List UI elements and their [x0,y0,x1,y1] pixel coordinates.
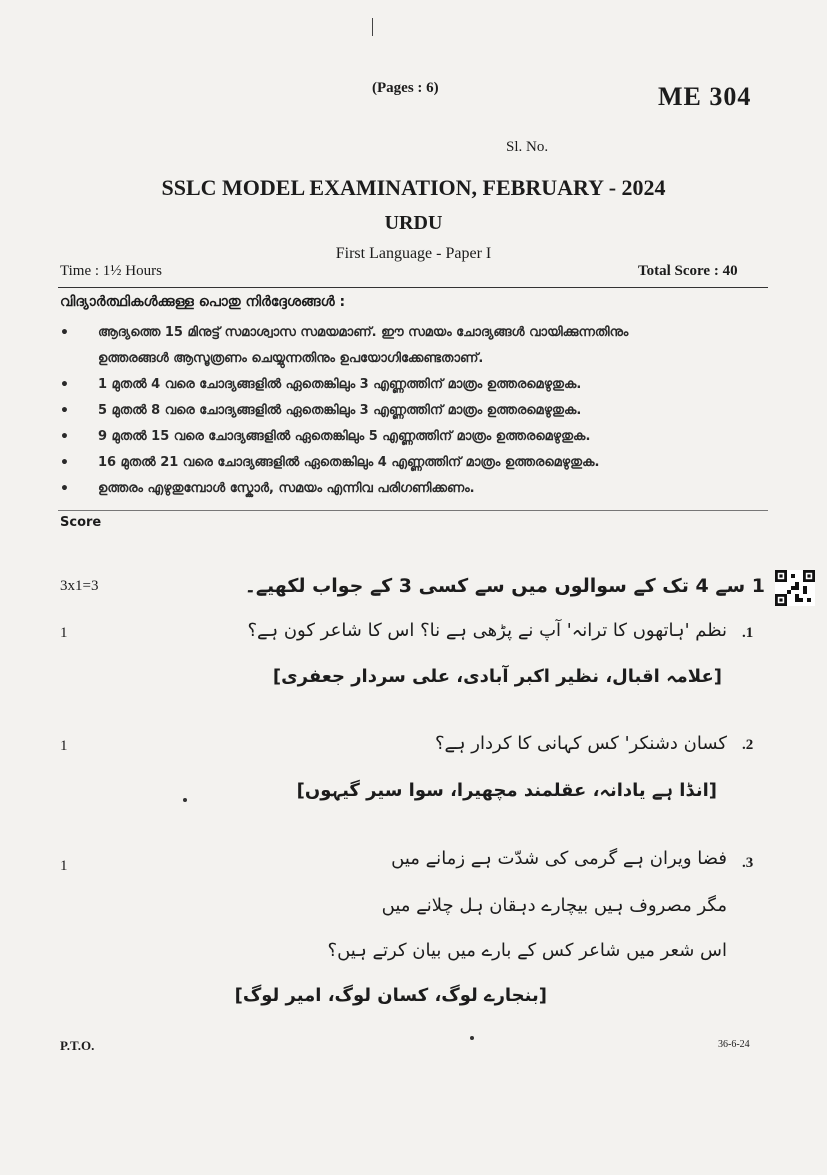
instruction-item: • 16 മുതൽ 21 വരെ ചോദ്യങ്ങളിൽ ഏതെങ്കിലും 4 എണ്ണത്തിന് മാത്രം ഉത്തരമെഴുതുക. [60,450,770,476]
please-turn-over: P.T.O. [60,1038,95,1053]
footer-code: 36-6-24 [718,1039,750,1050]
total-score: Total Score : 40 [638,263,738,279]
question-3-verse-line-2: مگر مصروف ہیں بیچارے دہقان ہل چلانے میں [381,895,727,916]
question-3-options: [بنجارے لوگ، کسان لوگ، امیر لوگ] [234,985,547,1006]
header-divider [58,287,768,288]
question-1-options: [علامہ اقبال، نظیر اکبر آبادی، علی سردار جعفری] [272,666,722,687]
question-1-marks: 1 [60,625,68,641]
exam-title: SSLC MODEL EXAMINATION, FEBRUARY - 2024 [161,175,666,200]
bullet-icon: • [60,377,69,393]
ink-speck [470,1036,474,1040]
question-2-number: .2 [742,737,754,753]
bullet-icon: • [60,403,69,419]
question-2-marks: 1 [60,738,68,754]
question-3-marks: 1 [60,858,68,874]
question-3-text: اس شعر میں شاعر کس کے بارے میں بیان کرتے ہیں؟ [327,940,727,961]
instruction-item: • ഉത്തരം എഴുതുമ്പോൾ സ്കോർ, സമയം എന്നിവ പരിഗണിക്കണം. [60,476,770,502]
serial-number-label: Sl. No. [506,139,549,155]
bullet-icon: • [60,481,69,497]
section-heading: 1 سے 4 تک کے سوالوں میں سے کسی 3 کے جواب لکھیے۔ [244,575,765,597]
instruction-item: • 9 മുതൽ 15 വരെ ചോദ്യങ്ങളിൽ ഏതെങ്കിലും 5 എണ്ണത്തിന് മാത്രം ഉത്തരമെഴുതുക. [60,424,770,450]
bullet-icon: • [60,325,69,341]
question-1-text: نظم 'ہاتھوں کا ترانہ' آپ نے پڑھی ہے نا؟ اس کا شاعر کون ہے؟ [247,620,727,641]
question-1-number: .1 [742,625,754,641]
question-2-options: [انڈا ہے یادانہ، عقلمند مچھیرا، سوا سیر گیہوں] [296,780,717,801]
instructions-heading: വിദ്യാർത്ഥികൾക്കുള്ള പൊതു നിർദ്ദേശങ്ങൾ : [60,294,346,310]
question-2-text: کسان دشنکر' کس کہانی کا کردار ہے؟ [434,733,727,754]
bullet-icon: • [60,455,69,471]
page-count: (Pages : 6) [372,80,439,96]
scan-mark [372,18,373,36]
subject-title: URDU [384,212,443,234]
instructions-divider [58,510,768,511]
qr-code-icon [775,570,815,606]
instruction-item: • 5 മുതൽ 8 വരെ ചോദ്യങ്ങളിൽ ഏതെങ്കിലും 3 എണ്ണത്തിന് മാത്രം ഉത്തരമെഴുതുക. [60,398,770,424]
question-3-verse-line-1: فضا ویران ہے گرمی کی شدّت ہے زمانے میں [391,848,727,869]
score-column-label: Score [60,515,102,530]
instruction-item: • 1 മുതൽ 4 വരെ ചോദ്യങ്ങളിൽ ഏതെങ്കിലും 3 എണ്ണത്തിന് മാത്രം ഉത്തരമെഴുതുക. [60,372,770,398]
ink-speck [183,798,187,802]
instruction-item: ഉത്തരങ്ങൾ ആസൂത്രണം ചെയ്യുന്നതിനും ഉപയോഗിക്കേണ്ടതാണ്. [98,351,484,366]
bullet-icon: • [60,429,69,445]
question-3-number: .3 [742,855,754,871]
instructions-list [60,320,770,502]
time-allowed: Time : 1½ Hours [60,263,162,279]
paper-name: First Language - Paper I [335,245,492,262]
paper-code: ME 304 [658,82,752,111]
instruction-item: • ആദ്യത്തെ 15 മിനുട്ട് സമാശ്വാസ സമയമാണ്. ഈ സമയം ചോദ്യങ്ങൾ വായിക്കുന്നതിനും [60,320,770,346]
section-marks: 3x1=3 [60,578,99,594]
